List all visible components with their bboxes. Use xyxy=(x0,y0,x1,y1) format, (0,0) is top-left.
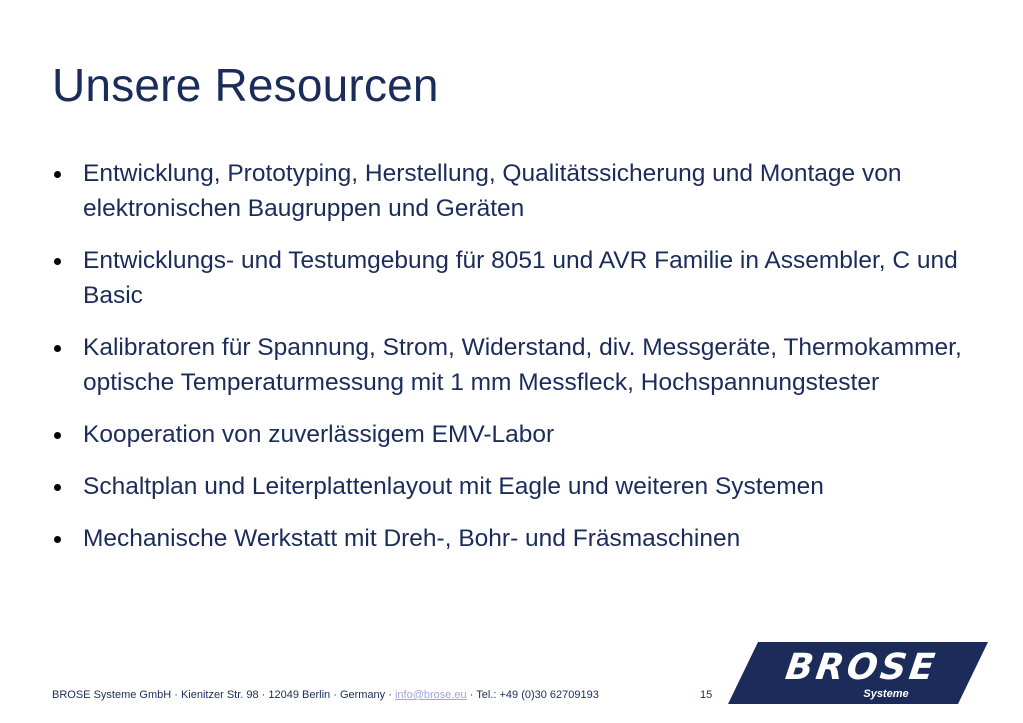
bullet-text: Entwicklungs- und Testumgebung für 8051 und AVR Familie in Assembler, C und Basic xyxy=(83,247,958,309)
bullet-dot-icon xyxy=(54,536,61,543)
bullet-text: Kooperation von zuverlässigem EMV-Labor xyxy=(83,421,555,448)
footer xyxy=(52,689,599,701)
bullet-list xyxy=(52,156,992,573)
bullet-text: Kalibratoren für Spannung, Strom, Widerstand, div. Messgeräte, Thermokammer, optische Temperaturmessung mit 1 mm Messfleck, Hochspannungstester xyxy=(83,334,962,396)
footer-phone: · Tel.: +49 (0)30 62709193 xyxy=(466,689,599,701)
page-number: 15 xyxy=(700,689,713,701)
logo-brand-text: BROSE xyxy=(782,645,941,688)
bullet-item xyxy=(52,330,992,400)
bullet-dot-icon xyxy=(54,432,61,439)
logo-sub-text: Systeme xyxy=(863,688,909,700)
bullet-dot-icon xyxy=(54,258,61,265)
footer-email-link[interactable]: info@brose.eu xyxy=(394,689,467,701)
brose-logo xyxy=(728,642,988,704)
bullet-item xyxy=(52,156,992,226)
bullet-dot-icon xyxy=(54,345,61,352)
bullet-dot-icon xyxy=(54,171,61,178)
slide-title: Unsere Resourcen xyxy=(52,59,439,111)
bullet-text: Schaltplan und Leiterplattenlayout mit Eagle und weiteren Systemen xyxy=(83,473,824,500)
bullet-text: Entwicklung, Prototyping, Herstellung, Qualitätssicherung und Montage von elektronischen Baugruppen und Geräten xyxy=(83,160,902,222)
bullet-text: Mechanische Werkstatt mit Dreh-, Bohr- und Fräsmaschinen xyxy=(83,525,741,552)
footer-company-address: BROSE Systeme GmbH · Kienitzer Str. 98 · 12049 Berlin · Germany · xyxy=(52,689,395,701)
bullet-item xyxy=(52,469,992,504)
bullet-dot-icon xyxy=(54,484,61,491)
bullet-item xyxy=(52,521,992,556)
bullet-item xyxy=(52,417,992,452)
bullet-item xyxy=(52,243,992,313)
